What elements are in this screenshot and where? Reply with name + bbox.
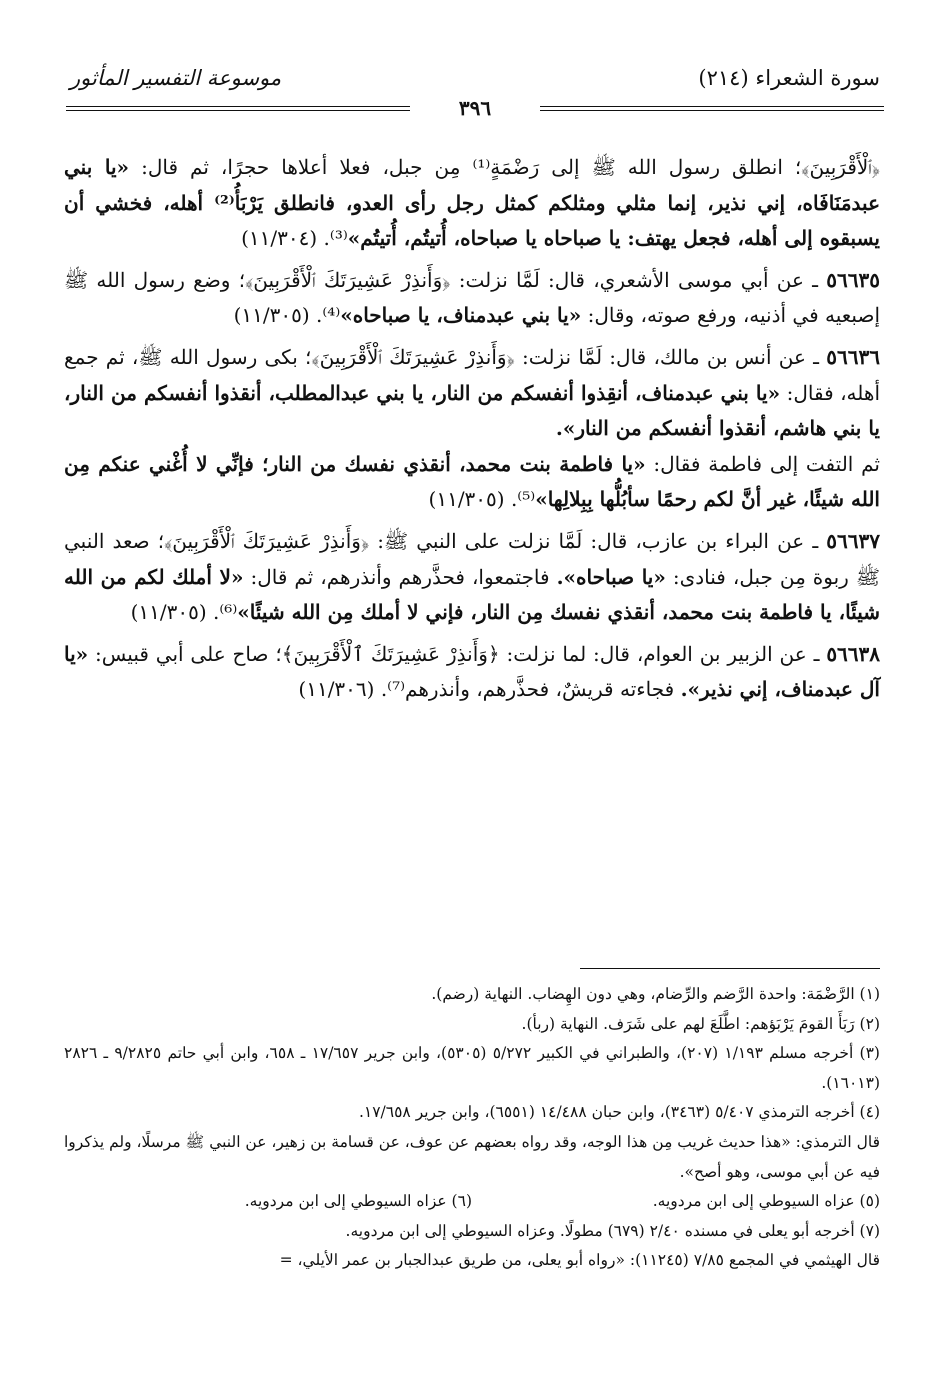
entry-text: ـ عن أبي موسى الأشعري، قال: لَمَّا نزلت: ﴿وَأَنذِرْ عَشِيرَتَكَ ٱلْأَقْرَبِينَ﴾؛ وضع رسول الله ﷺ إصبعيه في أذنيه، ورفع صوته، وقال: (64, 267, 880, 328)
entry-56635 (64, 263, 880, 334)
entry-reference: (١١/٣٠٥) (130, 600, 207, 625)
footnote-4: (٤) أخرجه الترمذي ٥/٤٠٧ (٣٤٦٣)، وابن حبان ١٤/٤٨٨ (٦٥٥١)، وابن جرير ١٧/٦٥٨. (358, 1103, 880, 1122)
entry-text: ـ عن البراء بن عازب، قال: لَمَّا نزلت على النبي ﷺ: ﴿وَأَنذِرْ عَشِيرَتَكَ ٱلْأَقْرَبِينَ﴾؛ صعد النبي ﷺ ربوة مِن جبل، فنادى: (64, 528, 880, 589)
entry-hadith: «يا بني عبدمناف، يا صباحاه» (340, 303, 582, 328)
entry-56636 (64, 340, 880, 518)
intro-footnote-mark: ⁽³⁾. (323, 226, 348, 251)
intro-reference: (١١/٣٠٤) (241, 226, 318, 251)
header-rule (66, 96, 884, 120)
footnote-1: (١) الرَّضْمَة: واحدة الرَّضم والرِّضام، وهي دون الهِضاب. النهاية (رضم). (431, 985, 880, 1003)
header-rule-left (66, 106, 410, 111)
entry-reference: (١١/٣٠٥) (428, 487, 505, 512)
entry-text-2: فاجتمعوا، فحذَّرهم وأنذرهم، ثم قال: (250, 564, 550, 589)
entry-hadith: «يا صباحاه». (556, 564, 666, 589)
page-number: ٣٩٦ (458, 96, 492, 120)
footnote-separator (580, 968, 880, 969)
entry-number: ٥٦٦٣٨ (826, 641, 881, 666)
entry-number: ٥٦٦٣٧ (826, 528, 880, 553)
footnote-4-comment: قال الترمذي: «هذا حديث غريب مِن هذا الوجه، وقد رواه بعضهم عن عوف، عن قسامة بن زهير، عن النبي ﷺ مرسلًا، ولم يذكروا فيه عن أبي موسى، وهو أصح». (63, 1132, 880, 1181)
entry-footnote-mark: ⁽⁴⁾. (316, 303, 341, 328)
footnote-5: (٥) عزاه السيوطي إلى ابن مردويه. (652, 1192, 880, 1211)
entry-text: ـ عن أنس بن مالك، قال: لَمَّا نزلت: ﴿وَأَنذِرْ عَشِيرَتَكَ ٱلْأَقْرَبِينَ﴾؛ بكى رسول الله ﷺ، ثم جمع أهله، فقال: (64, 344, 881, 405)
surah-title: سورة الشعراء (٢١٤) (698, 66, 880, 90)
entry-hadith-2: «يا فاطمة بنت محمد، أنقذي نفسك من النار؛ فإنِّي لا أُغْني عنكم مِن الله شيئًا، غير أنَّ لكم رحمًا سأبُلُّها بِبِلالِها» (64, 451, 880, 512)
entry-footnote-mark: ⁽⁵⁾. (510, 487, 536, 512)
footnote-7-comment: قال الهيثمي في المجمع ٧/٨٥ (١١٢٤٥): «رواه أبو يعلى، من طريق عبدالجبار بن عمر الأيلي، = (279, 1251, 880, 1270)
footnotes (64, 980, 880, 1276)
intro-paragraph (64, 150, 880, 257)
entry-text: ـ عن الزبير بن العوام، قال: لما نزلت: ﴿وَأَنذِرْ عَشِيرَتَكَ ٱلْأَقْرَبِينَ﴾؛ صاح على أبي قبيس: (95, 641, 820, 666)
entry-number: ٥٦٦٣٦ (826, 344, 880, 369)
entry-footnote-mark: ⁽⁶⁾. (213, 600, 238, 625)
footnote-6: (٦) عزاه السيوطي إلى ابن مردويه. (244, 1192, 472, 1211)
entry-number: ٥٦٦٣٥ (826, 267, 880, 292)
entry-hadith-2: «لا أملك لكم من الله شيئًا، يا فاطمة بنت محمد، أنقذي نفسك مِن النار، فإني لا أملك مِن الله شيئًا» (64, 564, 880, 625)
entry-reference: (١١/٣٠٥) (233, 303, 310, 328)
entry-56638 (64, 637, 880, 708)
footnote-row-5-6 (64, 1187, 880, 1217)
entry-text-2: فجاءته قريشٌ، فحذَّرهم، وأنذرهم⁽⁷⁾. (380, 677, 675, 702)
book-title: موسوعة التفسير المأثور (70, 66, 282, 90)
intro-text: ﴿ٱلْأَقْرَبِينَ﴾؛ انطلق رسول الله ﷺ إلى رَضْمَةٍ⁽¹⁾ مِن جبل، فعلا أعلاها حجرًا، ثم قال: (141, 155, 880, 179)
footnote-7: (٧) أخرجه أبو يعلى في مسنده ٢/٤٠ (٦٧٩) مطولًا. وعزاه السيوطي إلى ابن مردويه. (345, 1221, 880, 1240)
intro-hadith: «يا بني عبدمَنَافَاه، إني نذير، إنما مثلي ومثلكم كمثل رجل رأى العدو، فانطلق يَرْبَأُ⁽²⁾ أهله، فخشي أن يسبقوه إلى أهله، فجعل يهتف: يا صباحاه يا صباحاه، أُتيتُم، أُتيتُم» (64, 155, 880, 251)
entry-hadith: «يا آل عبدمناف، إني نذير». (64, 641, 880, 702)
footnote-2: (٢) رَبَأَ القومَ يَرْبَؤهم: اطَّلَعَ لهم على شَرَف. النهاية (ربأ). (521, 1014, 880, 1033)
entry-hadith: «يا بني عبدمناف، أنقِذوا أنفسكم من النار، يا بني عبدالمطلب، أنقذوا أنفسكم من النار، يا بني هاشم، أنقذوا أنفسكم من النار». (64, 380, 880, 441)
entry-reference: (١١/٣٠٦) (298, 677, 375, 702)
entry-56637 (64, 524, 880, 631)
entry-text-2: ثم التفت إلى فاطمة فقال: (653, 451, 880, 476)
main-text (64, 150, 880, 714)
footnote-3: (٣) أخرجه مسلم ١/١٩٣ (٢٠٧)، والطبراني في الكبير ٥/٢٧٢ (٥٣٠٥)، وابن جرير ١٧/٦٥٧ ـ ٦٥٨، وابن أبي حاتم ٩/٢٨٢٥ ـ ٢٨٢٦ (١٦٠١٣). (64, 1044, 880, 1092)
